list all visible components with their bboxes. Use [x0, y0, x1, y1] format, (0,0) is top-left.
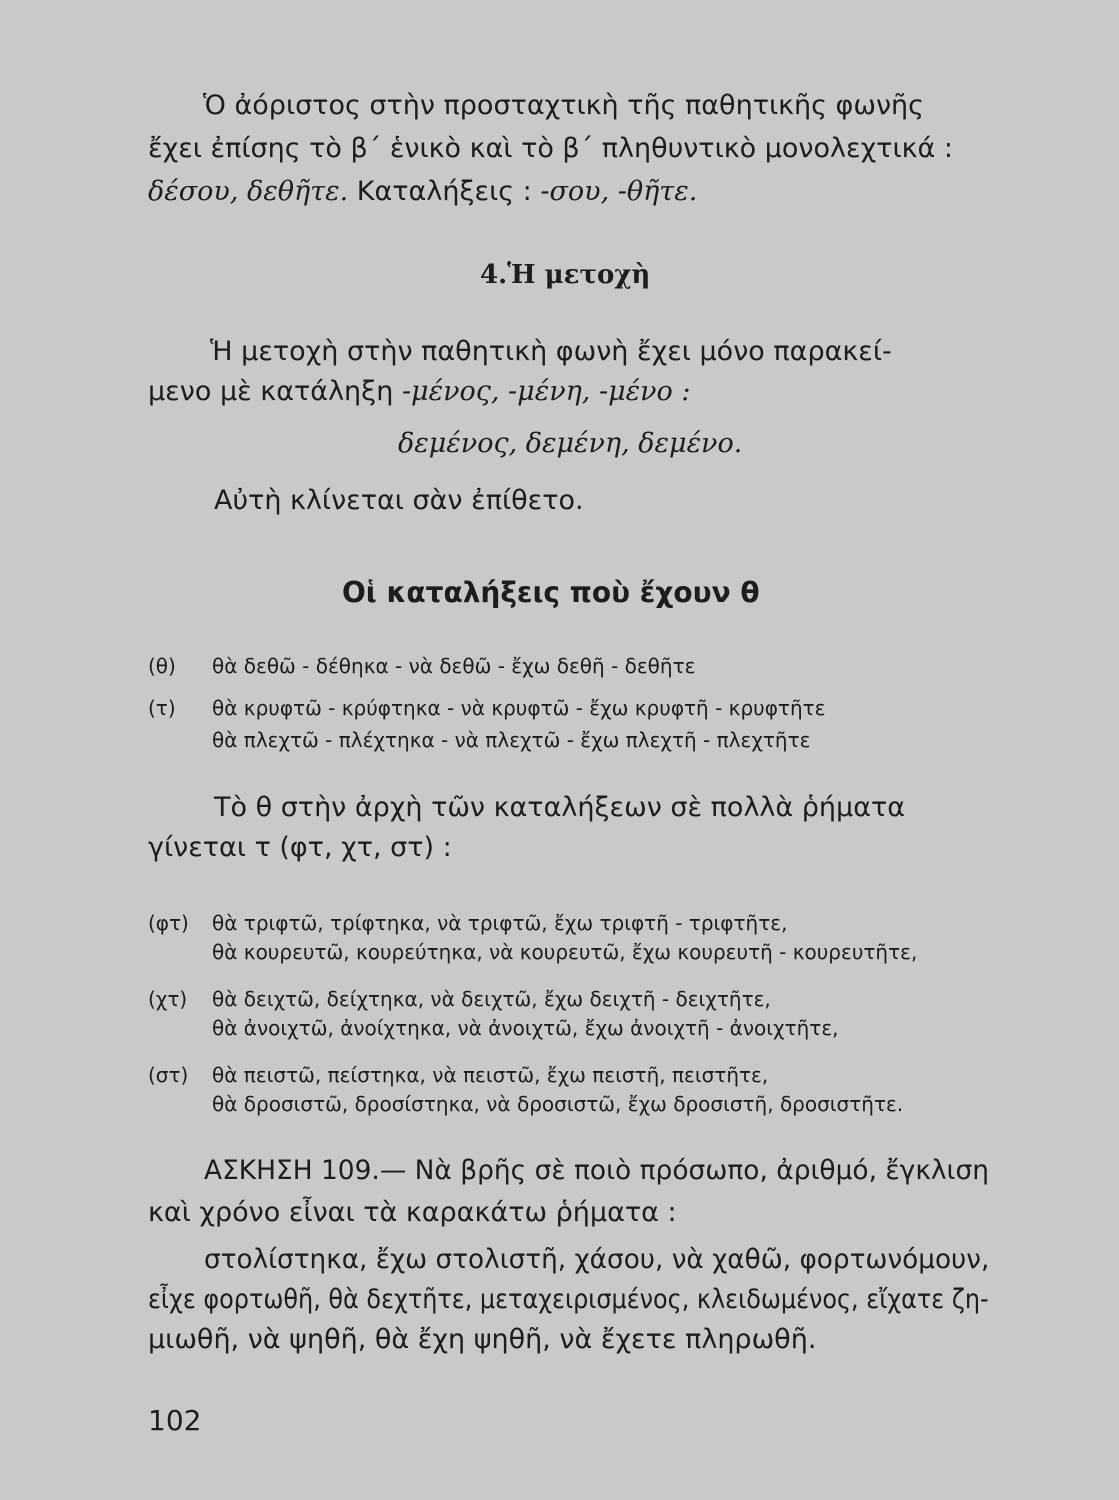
intro-endings: -σου, -θῆτε.: [540, 176, 698, 207]
example-row: θὰ τριφτῶ, τρίφτηκα, νὰ τριφτῶ, ἔχω τριφτῆ - τριφτῆτε,: [212, 911, 788, 935]
participle-endings: -μένος, -μένη, -μένο :: [401, 376, 691, 407]
intro-example: δέσου, δεθῆτε.: [148, 176, 349, 207]
theta-row-label: (θ): [148, 654, 176, 678]
participle-example: δεμένος, δεμένη, δεμένο.: [398, 428, 743, 459]
exercise-line-4: εἶχε φορτωθῆ, θὰ δεχτῆτε, μεταχειρισμένος, κλειδωμένος, εἴχατε ζη-: [148, 1284, 989, 1315]
theta-row: θὰ κρυφτῶ - κρύφτηκα - νὰ κρυφτῶ - ἔχω κρυφτῆ - κρυφτῆτε: [212, 696, 826, 720]
intro-line-3: [148, 176, 697, 207]
exercise-line-2: καὶ χρόνο εἶναι τὰ καρακάτω ῥήματα :: [148, 1197, 677, 1228]
example-row: θὰ δροσιστῶ, δροσίστηκα, νὰ δροσιστῶ, ἔχω δροσιστῆ, δροσιστῆτε.: [212, 1092, 904, 1116]
exercise-line-3: στολίστηκα, ἔχω στολιστῆ, χάσου, νὰ χαθῶ, φορτωνόμουν,: [204, 1244, 990, 1275]
participle-note: Αὐτὴ κλίνεται σὰν ἐπίθετο.: [214, 485, 584, 516]
endings-label: Καταλήξεις :: [356, 176, 532, 207]
example-label: (στ): [148, 1063, 189, 1087]
intro-line-1: Ὁ ἀόριστος στὴν προσταχτικὴ τῆς παθητικῆς φωνῆς: [203, 90, 924, 121]
example-row: θὰ δειχτῶ, δείχτηκα, νὰ δειχτῶ, ἔχω δειχτῆ - δειχτῆτε,: [212, 987, 771, 1011]
example-row: θὰ κουρευτῶ, κουρεύτηκα, νὰ κουρευτῶ, ἔχω κουρευτῆ - κουρευτῆτε,: [212, 940, 918, 964]
participle-line-1: Ἡ μετοχὴ στὴν παθητικὴ φωνὴ ἔχει μόνο παρακεί-: [210, 336, 892, 367]
page-number: 102: [148, 1404, 202, 1437]
example-label: (φτ): [148, 911, 189, 935]
intro-line-2: ἔχει ἐπίσης τὸ β΄ ἑνικὸ καὶ τὸ β΄ πληθυντικὸ μονολεχτικά :: [148, 133, 953, 164]
participle-line-2: [148, 376, 690, 407]
participle-heading: 4.Ἡ μετοχὴ: [480, 260, 651, 290]
theta-row: θὰ πλεχτῶ - πλέχτηκα - νὰ πλεχτῶ - ἔχω πλεχτῆ - πλεχτῆτε: [212, 728, 811, 752]
tau-rule-line-1: Τὸ θ στὴν ἀρχὴ τῶν καταλήξεων σὲ πολλὰ ῥήματα: [214, 792, 906, 823]
theta-heading: Οἱ καταλήξεις ποὺ ἔχουν θ: [342, 576, 760, 609]
example-row: θὰ ἀνοιχτῶ, ἀνοίχτηκα, νὰ ἀνοιχτῶ, ἔχω ἀνοιχτῆ - ἀνοιχτῆτε,: [212, 1016, 839, 1040]
example-row: θὰ πειστῶ, πείστηκα, νὰ πειστῶ, ἔχω πειστῆ, πειστῆτε,: [212, 1063, 769, 1087]
theta-row: θὰ δεθῶ - δέθηκα - νὰ δεθῶ - ἔχω δεθῆ - δεθῆτε: [212, 654, 696, 678]
participle-text: μενο μὲ κατάληξη: [148, 376, 394, 407]
example-label: (χτ): [148, 987, 188, 1011]
exercise-line-1: ΑΣΚΗΣΗ 109.— Νὰ βρῆς σὲ ποιὸ πρόσωπο, ἀριθμό, ἔγκλιση: [204, 1155, 989, 1186]
exercise-line-5: μιωθῆ, νὰ ψηθῆ, θὰ ἔχη ψηθῆ, νὰ ἔχετε πληρωθῆ.: [148, 1324, 817, 1355]
theta-row-label: (τ): [148, 696, 176, 720]
tau-rule-line-2: γίνεται τ (φτ, χτ, στ) :: [148, 832, 452, 863]
